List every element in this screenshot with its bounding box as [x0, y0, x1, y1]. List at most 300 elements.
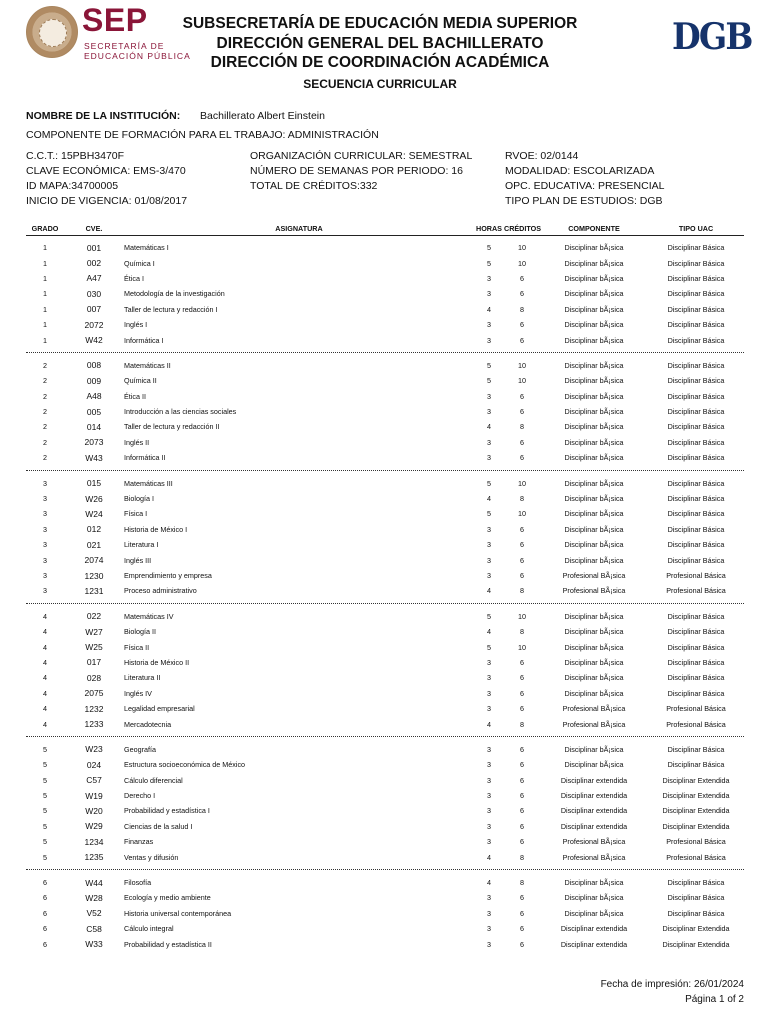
cell-cve: 014 — [86, 421, 102, 432]
institution-label: NOMBRE DE LA INSTITUCIÓN: — [26, 110, 181, 122]
cell-componente: Disciplinar bÃ¡sica — [564, 320, 624, 330]
cell-cve: 030 — [86, 288, 102, 299]
cell-cve: C57 — [86, 775, 102, 786]
cell-componente: Disciplinar extendida — [560, 821, 628, 831]
table-row — [26, 742, 744, 757]
rvoe: RVOE: 02/0144 — [505, 150, 579, 162]
cell-cve: 008 — [86, 360, 102, 371]
cell-tipo-uac: Disciplinar Básica — [667, 688, 725, 698]
cell-asignatura: Mercadotecnia — [124, 719, 172, 729]
institution-name: Bachillerato Albert Einstein — [200, 110, 325, 122]
table-row — [26, 819, 744, 834]
total-creditos: TOTAL DE CRÉDITOS:332 — [250, 180, 378, 192]
cell-asignatura: Historia de México II — [124, 657, 190, 667]
cell-creditos: 6 — [520, 320, 524, 330]
cell-tipo-uac: Disciplinar Básica — [667, 494, 725, 504]
cell-horas: 3 — [487, 908, 491, 918]
cell-tipo-uac: Disciplinar Extendida — [662, 821, 730, 831]
cell-creditos: 8 — [520, 494, 524, 504]
cell-asignatura: Cálculo diferencial — [124, 775, 183, 785]
cell-horas: 4 — [487, 852, 491, 862]
cell-creditos: 8 — [520, 719, 524, 729]
cell-componente: Disciplinar bÃ¡sica — [564, 243, 624, 253]
cell-creditos: 6 — [520, 908, 524, 918]
cell-componente: Disciplinar bÃ¡sica — [564, 627, 624, 637]
header-tipo-uac: TIPO UAC — [648, 221, 744, 236]
cell-componente: Disciplinar bÃ¡sica — [564, 744, 624, 754]
title-line-1: SUBSECRETARÍA DE EDUCACIÓN MEDIA SUPERIOR — [182, 15, 578, 32]
group-separator — [26, 465, 744, 475]
cell-grado: 2 — [43, 437, 47, 447]
cell-cve: W43 — [85, 452, 103, 463]
cell-tipo-uac: Disciplinar Básica — [667, 376, 725, 386]
cell-grado: 3 — [43, 586, 47, 596]
cell-horas: 3 — [487, 775, 491, 785]
cell-grado: 1 — [43, 258, 47, 268]
cell-cve: 022 — [86, 611, 102, 622]
cell-creditos: 10 — [518, 243, 526, 253]
print-date: Fecha de impresión: 26/01/2024 — [600, 979, 744, 990]
cell-asignatura: Química II — [124, 376, 157, 386]
cell-asignatura: Inglés IV — [124, 688, 152, 698]
table-row — [26, 655, 744, 670]
cell-grado: 5 — [43, 806, 47, 816]
cell-componente: Disciplinar bÃ¡sica — [564, 657, 624, 667]
table-row — [26, 624, 744, 639]
cell-horas: 4 — [487, 494, 491, 504]
details-col-1 — [26, 149, 187, 209]
cell-componente: Disciplinar bÃ¡sica — [564, 437, 624, 447]
cell-componente: Disciplinar bÃ¡sica — [564, 289, 624, 299]
cell-creditos: 6 — [520, 524, 524, 534]
cell-componente: Profesional BÃ¡sica — [562, 704, 626, 714]
cell-horas: 5 — [487, 258, 491, 268]
cell-horas: 5 — [487, 509, 491, 519]
tipo-plan: TIPO PLAN DE ESTUDIOS: DGB — [505, 195, 663, 207]
cell-grado: 1 — [43, 273, 47, 283]
cell-creditos: 6 — [520, 673, 524, 683]
cell-tipo-uac: Disciplinar Básica — [667, 611, 725, 621]
cell-componente: Disciplinar bÃ¡sica — [564, 555, 624, 565]
cell-asignatura: Química I — [124, 258, 155, 268]
cell-cve: 002 — [86, 258, 102, 269]
cell-horas: 3 — [487, 289, 491, 299]
cell-componente: Disciplinar bÃ¡sica — [564, 478, 624, 488]
cell-asignatura: Inglés I — [124, 320, 148, 330]
cell-tipo-uac: Disciplinar Básica — [667, 289, 725, 299]
header-cve: CVE. — [64, 221, 124, 236]
cell-componente: Disciplinar bÃ¡sica — [564, 611, 624, 621]
cell-horas: 3 — [487, 524, 491, 534]
table-row — [26, 875, 744, 890]
group-separator — [26, 732, 744, 742]
table-row — [26, 522, 744, 537]
cell-grado: 5 — [43, 791, 47, 801]
cell-creditos: 6 — [520, 335, 524, 345]
cell-horas: 3 — [487, 540, 491, 550]
cell-cve: W29 — [85, 821, 103, 832]
cell-creditos: 6 — [520, 837, 524, 847]
cell-creditos: 8 — [520, 586, 524, 596]
table-row — [26, 271, 744, 286]
table-row — [26, 788, 744, 803]
cell-cve: 1230 — [84, 570, 104, 581]
cell-horas: 3 — [487, 335, 491, 345]
cell-horas: 3 — [487, 924, 491, 934]
training-component: COMPONENTE DE FORMACIÓN PARA EL TRABAJO: ADMINISTRACIÓN — [26, 129, 379, 141]
cell-componente: Disciplinar bÃ¡sica — [564, 273, 624, 283]
cell-tipo-uac: Disciplinar Básica — [667, 555, 725, 565]
cell-tipo-uac: Disciplinar Extendida — [662, 791, 730, 801]
cell-tipo-uac: Disciplinar Básica — [667, 744, 725, 754]
cell-creditos: 10 — [518, 509, 526, 519]
cell-grado: 3 — [43, 540, 47, 550]
cell-cve: A48 — [86, 391, 102, 402]
cell-creditos: 6 — [520, 760, 524, 770]
cell-cve: W23 — [85, 744, 103, 755]
cell-tipo-uac: Disciplinar Extendida — [662, 924, 730, 934]
cell-cve: 1233 — [84, 719, 104, 730]
cell-grado: 1 — [43, 320, 47, 330]
cell-grado: 5 — [43, 775, 47, 785]
cell-creditos: 10 — [518, 611, 526, 621]
cell-horas: 3 — [487, 744, 491, 754]
table-row — [26, 255, 744, 270]
cell-horas: 3 — [487, 821, 491, 831]
cell-grado: 3 — [43, 571, 47, 580]
cell-horas: 3 — [487, 760, 491, 770]
table-row — [26, 491, 744, 506]
cell-asignatura: Matemáticas II — [124, 360, 171, 370]
cell-tipo-uac: Disciplinar Básica — [667, 243, 725, 253]
id-mapa: ID MAPA:34700005 — [26, 180, 119, 192]
cell-cve: C58 — [86, 923, 102, 934]
cell-horas: 5 — [487, 611, 491, 621]
cell-asignatura: Ecología y medio ambiente — [124, 893, 211, 903]
cell-horas: 4 — [487, 627, 491, 637]
cell-tipo-uac: Disciplinar Básica — [667, 437, 725, 447]
cell-asignatura: Finanzas — [124, 837, 154, 847]
cell-componente: Disciplinar bÃ¡sica — [564, 688, 624, 698]
cell-asignatura: Metodología de la investigación — [124, 289, 225, 299]
table-row — [26, 849, 744, 864]
cell-tipo-uac: Disciplinar Básica — [667, 407, 725, 417]
opcion-educativa: OPC. EDUCATIVA: PRESENCIAL — [505, 180, 665, 192]
cell-asignatura: Cálculo integral — [124, 924, 174, 934]
cell-horas: 3 — [487, 437, 491, 447]
cell-horas: 5 — [487, 376, 491, 386]
header-grado: GRADO — [26, 221, 64, 236]
cell-asignatura: Informática II — [124, 453, 166, 463]
cell-tipo-uac: Disciplinar Extendida — [662, 806, 730, 816]
cell-componente: Disciplinar bÃ¡sica — [564, 509, 624, 519]
table-body — [26, 236, 744, 952]
cell-grado: 4 — [43, 719, 47, 729]
dgb-logo: DGB — [672, 16, 752, 58]
cell-tipo-uac: Disciplinar Básica — [667, 360, 725, 370]
cell-componente: Disciplinar bÃ¡sica — [564, 391, 624, 401]
cell-componente: Disciplinar extendida — [560, 775, 628, 785]
cell-componente: Profesional BÃ¡sica — [562, 571, 626, 580]
cell-grado: 2 — [43, 376, 47, 386]
cell-componente: Disciplinar bÃ¡sica — [564, 673, 624, 683]
cell-horas: 3 — [487, 688, 491, 698]
cell-creditos: 6 — [520, 555, 524, 565]
cell-asignatura: Taller de lectura y redacción II — [124, 422, 220, 432]
cell-tipo-uac: Disciplinar Básica — [667, 878, 725, 888]
cell-tipo-uac: Profesional Básica — [666, 719, 726, 729]
table-row — [26, 419, 744, 434]
cell-tipo-uac: Disciplinar Básica — [667, 540, 725, 550]
cell-grado: 3 — [43, 524, 47, 534]
table-row — [26, 906, 744, 921]
cell-tipo-uac: Disciplinar Extendida — [662, 775, 730, 785]
cell-asignatura: Matemáticas I — [124, 243, 169, 253]
cell-cve: W19 — [85, 790, 103, 801]
cell-grado: 4 — [43, 688, 47, 698]
table-row — [26, 373, 744, 388]
cell-tipo-uac: Disciplinar Básica — [667, 642, 725, 652]
cell-asignatura: Estructura socioeconómica de México — [124, 760, 246, 770]
cell-creditos: 8 — [520, 852, 524, 862]
cell-asignatura: Emprendimiento y empresa — [124, 571, 212, 580]
table-row — [26, 358, 744, 373]
table-row — [26, 286, 744, 301]
cell-creditos: 6 — [520, 704, 524, 714]
cell-creditos: 6 — [520, 821, 524, 831]
cell-horas: 3 — [487, 806, 491, 816]
cell-asignatura: Matemáticas IV — [124, 611, 174, 621]
header-horas: HORAS — [474, 221, 504, 236]
cell-componente: Disciplinar bÃ¡sica — [564, 908, 624, 918]
cell-cve: 028 — [86, 672, 102, 683]
cell-horas: 4 — [487, 586, 491, 596]
cell-grado: 2 — [43, 453, 47, 463]
cell-componente: Profesional BÃ¡sica — [562, 586, 626, 596]
cell-horas: 5 — [487, 478, 491, 488]
cell-asignatura: Ética II — [124, 391, 146, 401]
cell-componente: Disciplinar bÃ¡sica — [564, 258, 624, 268]
cell-horas: 3 — [487, 273, 491, 283]
group-separator — [26, 599, 744, 609]
table-row — [26, 332, 744, 347]
table-header-row — [26, 221, 744, 236]
cell-componente: Disciplinar bÃ¡sica — [564, 422, 624, 432]
cell-tipo-uac: Profesional Básica — [666, 571, 726, 580]
clave-economica: CLAVE ECONÓMICA: EMS-3/470 — [26, 165, 186, 177]
cell-grado: 3 — [43, 494, 47, 504]
cell-grado: 2 — [43, 422, 47, 432]
table-row — [26, 568, 744, 583]
cell-tipo-uac: Disciplinar Básica — [667, 391, 725, 401]
cell-tipo-uac: Profesional Básica — [666, 704, 726, 714]
cell-grado: 4 — [43, 673, 47, 683]
cell-asignatura: Proceso administrativo — [124, 586, 197, 596]
table-row — [26, 670, 744, 685]
cell-asignatura: Filosofía — [124, 878, 152, 888]
cell-tipo-uac: Disciplinar Básica — [667, 509, 725, 519]
cct: C.C.T.: 15PBH3470F — [26, 150, 125, 162]
cell-creditos: 6 — [520, 775, 524, 785]
cell-componente: Disciplinar bÃ¡sica — [564, 878, 624, 888]
cell-componente: Disciplinar bÃ¡sica — [564, 642, 624, 652]
cell-grado: 6 — [43, 878, 47, 888]
table-row — [26, 506, 744, 521]
table-row — [26, 475, 744, 490]
cell-grado: 5 — [43, 852, 47, 862]
cell-cve: W24 — [85, 508, 103, 519]
cell-creditos: 6 — [520, 744, 524, 754]
cell-componente: Disciplinar extendida — [560, 924, 628, 934]
cell-asignatura: Probabilidad y estadística I — [124, 806, 210, 816]
page-number: Página 1 of 2 — [685, 994, 744, 1005]
cell-asignatura: Ciencias de la salud I — [124, 821, 193, 831]
cell-asignatura: Literatura II — [124, 673, 161, 683]
cell-horas: 3 — [487, 391, 491, 401]
cell-componente: Disciplinar bÃ¡sica — [564, 453, 624, 463]
cell-cve: 009 — [86, 375, 102, 386]
sep-logo-subtitle: SECRETARÍA DE EDUCACIÓN PÚBLICA — [84, 41, 191, 61]
cell-grado: 6 — [43, 924, 47, 934]
cell-cve: 021 — [86, 539, 102, 550]
cell-creditos: 8 — [520, 422, 524, 432]
cell-grado: 5 — [43, 744, 47, 754]
cell-creditos: 6 — [520, 924, 524, 934]
document-header — [0, 0, 768, 98]
sep-logo-word: SEP — [82, 2, 148, 38]
cell-tipo-uac: Disciplinar Básica — [667, 657, 725, 667]
cell-componente: Disciplinar bÃ¡sica — [564, 376, 624, 386]
table-row — [26, 639, 744, 654]
cell-tipo-uac: Disciplinar Básica — [667, 524, 725, 534]
cell-tipo-uac: Disciplinar Básica — [667, 760, 725, 770]
cell-cve: V52 — [86, 908, 102, 919]
cell-tipo-uac: Profesional Básica — [666, 852, 726, 862]
cell-cve: W27 — [85, 626, 103, 637]
cell-creditos: 6 — [520, 806, 524, 816]
document-subtitle: SECUENCIA CURRICULAR — [303, 76, 457, 91]
cell-cve: 007 — [86, 304, 102, 315]
cell-componente: Profesional BÃ¡sica — [562, 719, 626, 729]
cell-componente: Disciplinar bÃ¡sica — [564, 494, 624, 504]
cell-horas: 3 — [487, 407, 491, 417]
cell-grado: 1 — [43, 289, 47, 299]
cell-creditos: 10 — [518, 258, 526, 268]
cell-grado: 4 — [43, 657, 47, 667]
cell-creditos: 6 — [520, 540, 524, 550]
table-row — [26, 317, 744, 332]
cell-componente: Profesional BÃ¡sica — [562, 852, 626, 862]
cell-creditos: 6 — [520, 939, 524, 949]
cell-creditos: 6 — [520, 273, 524, 283]
cell-componente: Disciplinar bÃ¡sica — [564, 893, 624, 903]
table-row — [26, 803, 744, 818]
cell-grado: 5 — [43, 837, 47, 847]
cell-asignatura: Geografía — [124, 744, 156, 754]
table-row — [26, 404, 744, 419]
cell-asignatura: Introducción a las ciencias sociales — [124, 407, 237, 417]
title-line-3: DIRECCIÓN DE COORDINACIÓN ACADÉMICA — [210, 54, 550, 71]
cell-cve: W20 — [85, 805, 103, 816]
table-row — [26, 302, 744, 317]
cell-cve: W25 — [85, 642, 103, 653]
cell-grado: 6 — [43, 939, 47, 949]
group-separator — [26, 348, 744, 358]
cell-asignatura: Informática I — [124, 335, 164, 345]
table-row — [26, 757, 744, 772]
cell-asignatura: Inglés II — [124, 437, 150, 447]
cell-grado: 1 — [43, 304, 47, 314]
cell-horas: 3 — [487, 571, 491, 580]
table-row — [26, 435, 744, 450]
cell-tipo-uac: Disciplinar Básica — [667, 893, 725, 903]
details-col-2 — [250, 149, 472, 194]
modalidad: MODALIDAD: ESCOLARIZADA — [505, 165, 655, 177]
cell-horas: 4 — [487, 719, 491, 729]
cell-tipo-uac: Disciplinar Básica — [667, 304, 725, 314]
cell-grado: 3 — [43, 555, 47, 565]
cell-asignatura: Biología I — [124, 494, 154, 504]
table-row — [26, 936, 744, 951]
cell-horas: 3 — [487, 555, 491, 565]
document-titles — [130, 14, 630, 92]
cell-cve: 1235 — [84, 852, 104, 863]
cell-grado: 2 — [43, 360, 47, 370]
cell-cve: W42 — [85, 335, 103, 346]
cell-horas: 3 — [487, 320, 491, 330]
cell-cve: 2075 — [84, 688, 104, 699]
cell-asignatura: Historia de México I — [124, 524, 188, 534]
cell-grado: 4 — [43, 704, 47, 714]
cell-horas: 4 — [487, 422, 491, 432]
cell-asignatura: Legalidad empresarial — [124, 704, 195, 714]
cell-creditos: 10 — [518, 360, 526, 370]
cell-cve: W33 — [85, 939, 103, 950]
cell-componente: Disciplinar bÃ¡sica — [564, 360, 624, 370]
cell-horas: 3 — [487, 837, 491, 847]
cell-tipo-uac: Profesional Básica — [666, 837, 726, 847]
cell-componente: Profesional BÃ¡sica — [562, 837, 626, 847]
cell-creditos: 6 — [520, 453, 524, 463]
cell-asignatura: Física I — [124, 509, 148, 519]
cell-tipo-uac: Disciplinar Básica — [667, 673, 725, 683]
cell-grado: 6 — [43, 908, 47, 918]
cell-creditos: 6 — [520, 407, 524, 417]
cell-cve: 2073 — [84, 437, 104, 448]
details-col-3 — [505, 149, 664, 209]
cell-horas: 5 — [487, 360, 491, 370]
cell-componente: Disciplinar bÃ¡sica — [564, 407, 624, 417]
cell-tipo-uac: Disciplinar Básica — [667, 422, 725, 432]
cell-tipo-uac: Disciplinar Básica — [667, 453, 725, 463]
institution-row — [26, 110, 325, 122]
cell-asignatura: Biología II — [124, 627, 156, 637]
cell-tipo-uac: Disciplinar Básica — [667, 320, 725, 330]
header-asignatura: ASIGNATURA — [124, 221, 474, 236]
cell-creditos: 10 — [518, 642, 526, 652]
table-row — [26, 701, 744, 716]
cell-creditos: 6 — [520, 391, 524, 401]
cell-cve: 015 — [86, 478, 102, 489]
header-creditos: CRÉDITOS — [504, 221, 540, 236]
cell-creditos: 10 — [518, 376, 526, 386]
table-row — [26, 716, 744, 731]
cell-asignatura: Derecho I — [124, 791, 156, 801]
header-componente: COMPONENTE — [540, 221, 648, 236]
table-row — [26, 583, 744, 598]
cell-horas: 3 — [487, 939, 491, 949]
cell-horas: 4 — [487, 878, 491, 888]
